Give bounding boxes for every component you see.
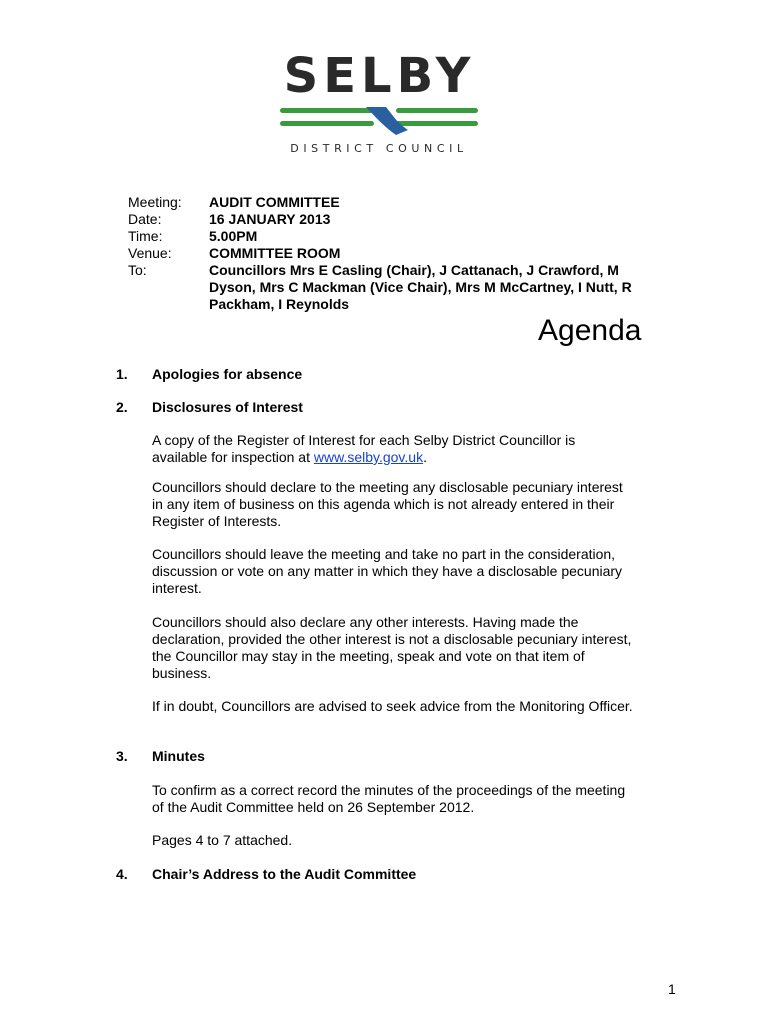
agenda-heading: Agenda [538, 314, 642, 347]
item-2-paragraph-3: Councillors should leave the meeting and take no part in the consideration, discussion or vote on any matter in which they have a disclosable pecuniary interest. [152, 546, 623, 596]
item-1-number: 1. [116, 366, 128, 382]
item-1-title: Apologies for absence [152, 366, 303, 382]
item-4-title: Chair’s Address to the Audit Committee [152, 866, 417, 882]
item-3-number: 3. [116, 748, 128, 764]
selby-website-link[interactable]: www.selby.gov.uk [313, 449, 424, 465]
page-number: 1 [668, 981, 676, 997]
logo-subtitle: DISTRICT COUNCIL [290, 142, 468, 155]
date-label: Date: [128, 211, 162, 227]
venue-value: COMMITTEE ROOM [209, 245, 341, 261]
item-2-paragraph-1-text: A copy of the Register of Interest for each Selby District Councillor is available for inspection at [152, 432, 576, 465]
meeting-details [128, 194, 654, 313]
time-label: Time: [128, 228, 163, 244]
meeting-row [128, 194, 654, 211]
item-2-paragraph-1-end: . [423, 449, 427, 465]
time-value: 5.00PM [209, 228, 258, 244]
to-row [128, 262, 654, 313]
time-row [128, 228, 654, 245]
venue-row [128, 245, 654, 262]
item-4-number: 4. [116, 866, 128, 882]
date-row [128, 211, 654, 228]
item-2-paragraph-4: Councillors should also declare any other interests. Having made the declaration, provided the other interest is not a disclosable pecuniary interest, the Councillor may stay in the meeting, speak and vote on that item of business. [152, 614, 632, 681]
meeting-value: AUDIT COMMITTEE [209, 194, 340, 210]
item-2-title: Disclosures of Interest [152, 399, 303, 415]
date-value: 16 JANUARY 2013 [209, 211, 331, 227]
item-2-number: 2. [116, 399, 128, 415]
selby-district-council-logo [270, 50, 486, 162]
to-label: To: [128, 262, 147, 278]
logo-wordmark: SELBY [283, 48, 476, 104]
item-3-title: Minutes [152, 748, 205, 764]
logo-river-mark [270, 106, 486, 136]
meeting-label: Meeting: [128, 194, 182, 210]
item-3-paragraph-1: To confirm as a correct record the minutes of the proceedings of the meeting of the Audit Committee held on 26 September 2012. [152, 782, 626, 815]
item-2-paragraph-2: Councillors should declare to the meeting any disclosable pecuniary interest in any item of business on this agenda which is not already entered in their Register of Interests. [152, 479, 623, 529]
item-2-paragraph-5: If in doubt, Councillors are advised to seek advice from the Monitoring Officer. [152, 698, 633, 714]
item-3-paragraph-2: Pages 4 to 7 attached. [152, 832, 293, 848]
item-2-paragraph-1 [152, 432, 632, 466]
to-value: Councillors Mrs E Casling (Chair), J Cattanach, J Crawford, M Dyson, Mrs C Mackman (Vice Chair), Mrs M McCartney, I Nutt, R Packham, I Reynolds [209, 262, 632, 312]
venue-label: Venue: [128, 245, 172, 261]
